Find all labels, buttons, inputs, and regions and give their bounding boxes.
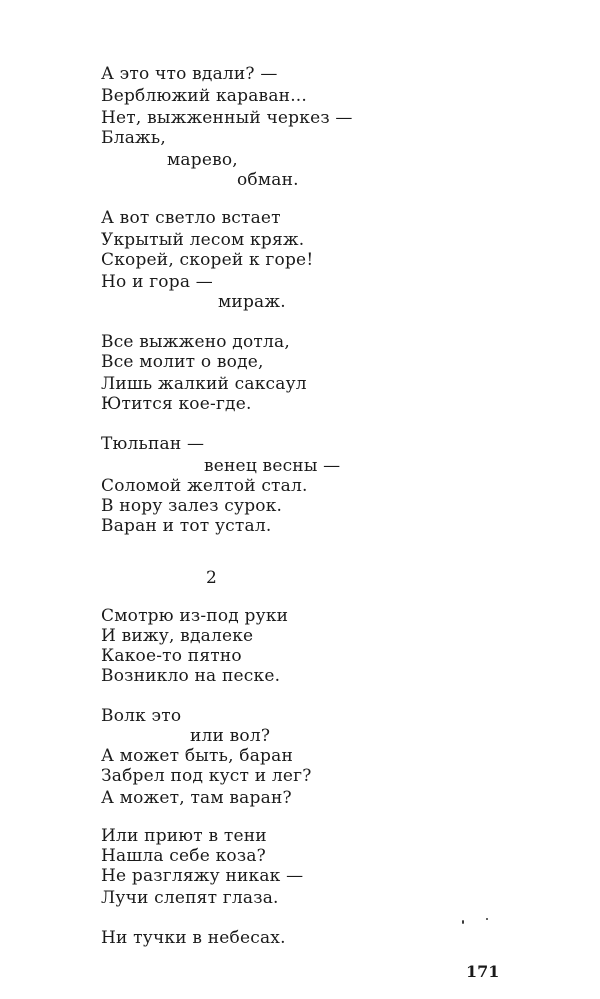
poem-line: А это что вдали? —: [101, 64, 278, 84]
page-number: 171: [466, 962, 500, 981]
poem-line: В нору залез сурок.: [101, 496, 283, 516]
poem-line: Ни тучки в небесах.: [101, 928, 286, 948]
poem-line: Лишь жалкий саксаул: [101, 374, 307, 394]
poem-line: Забрел под куст и лег?: [101, 766, 312, 786]
poem-line: А может, там варан?: [101, 788, 292, 808]
scan-speck: [486, 918, 488, 920]
poem-line: Блажь,: [101, 128, 166, 148]
poem-line: Смотрю из-под руки: [101, 606, 289, 626]
poem-line: Лучи слепят глаза.: [101, 888, 279, 908]
poem-line: Ютится кое-где.: [101, 394, 252, 414]
poem-line: Укрытый лесом кряж.: [101, 230, 305, 250]
scan-speck: [462, 920, 464, 924]
poem-line: Нет, выжженный черкез —: [101, 108, 353, 128]
poem-line: мираж.: [218, 292, 286, 312]
poem-line: Скорей, скорей к горе!: [101, 250, 314, 270]
poem-line: Не разгляжу никак —: [101, 866, 304, 886]
poem-line: Или приют в тени: [101, 826, 267, 846]
poem-line: или вол?: [190, 726, 271, 746]
poem-line: Все выжжено дотла,: [101, 332, 290, 352]
poem-line: Тюльпан —: [101, 434, 205, 454]
poem-line: Варан и тот устал.: [101, 516, 272, 536]
poem-line: А может быть, баран: [101, 746, 293, 766]
poem-line: Волк это: [101, 706, 182, 726]
poem-line: Какое-то пятно: [101, 646, 242, 666]
poem-line: Верблюжий караван...: [101, 86, 307, 106]
poem-line: Возникло на песке.: [101, 666, 281, 686]
poem-line: Нашла себе коза?: [101, 846, 266, 866]
poem-line: обман.: [237, 170, 299, 190]
poem-line: А вот светло встает: [101, 208, 281, 228]
poem-line: венец весны —: [204, 456, 341, 476]
poem-line: Но и гора —: [101, 272, 213, 292]
section-number: 2: [206, 568, 217, 588]
poem-line: марево,: [167, 150, 238, 170]
poem-line: Все молит о воде,: [101, 352, 264, 372]
poem-line: И вижу, вдалеке: [101, 626, 254, 646]
poem-line: Соломой желтой стал.: [101, 476, 308, 496]
